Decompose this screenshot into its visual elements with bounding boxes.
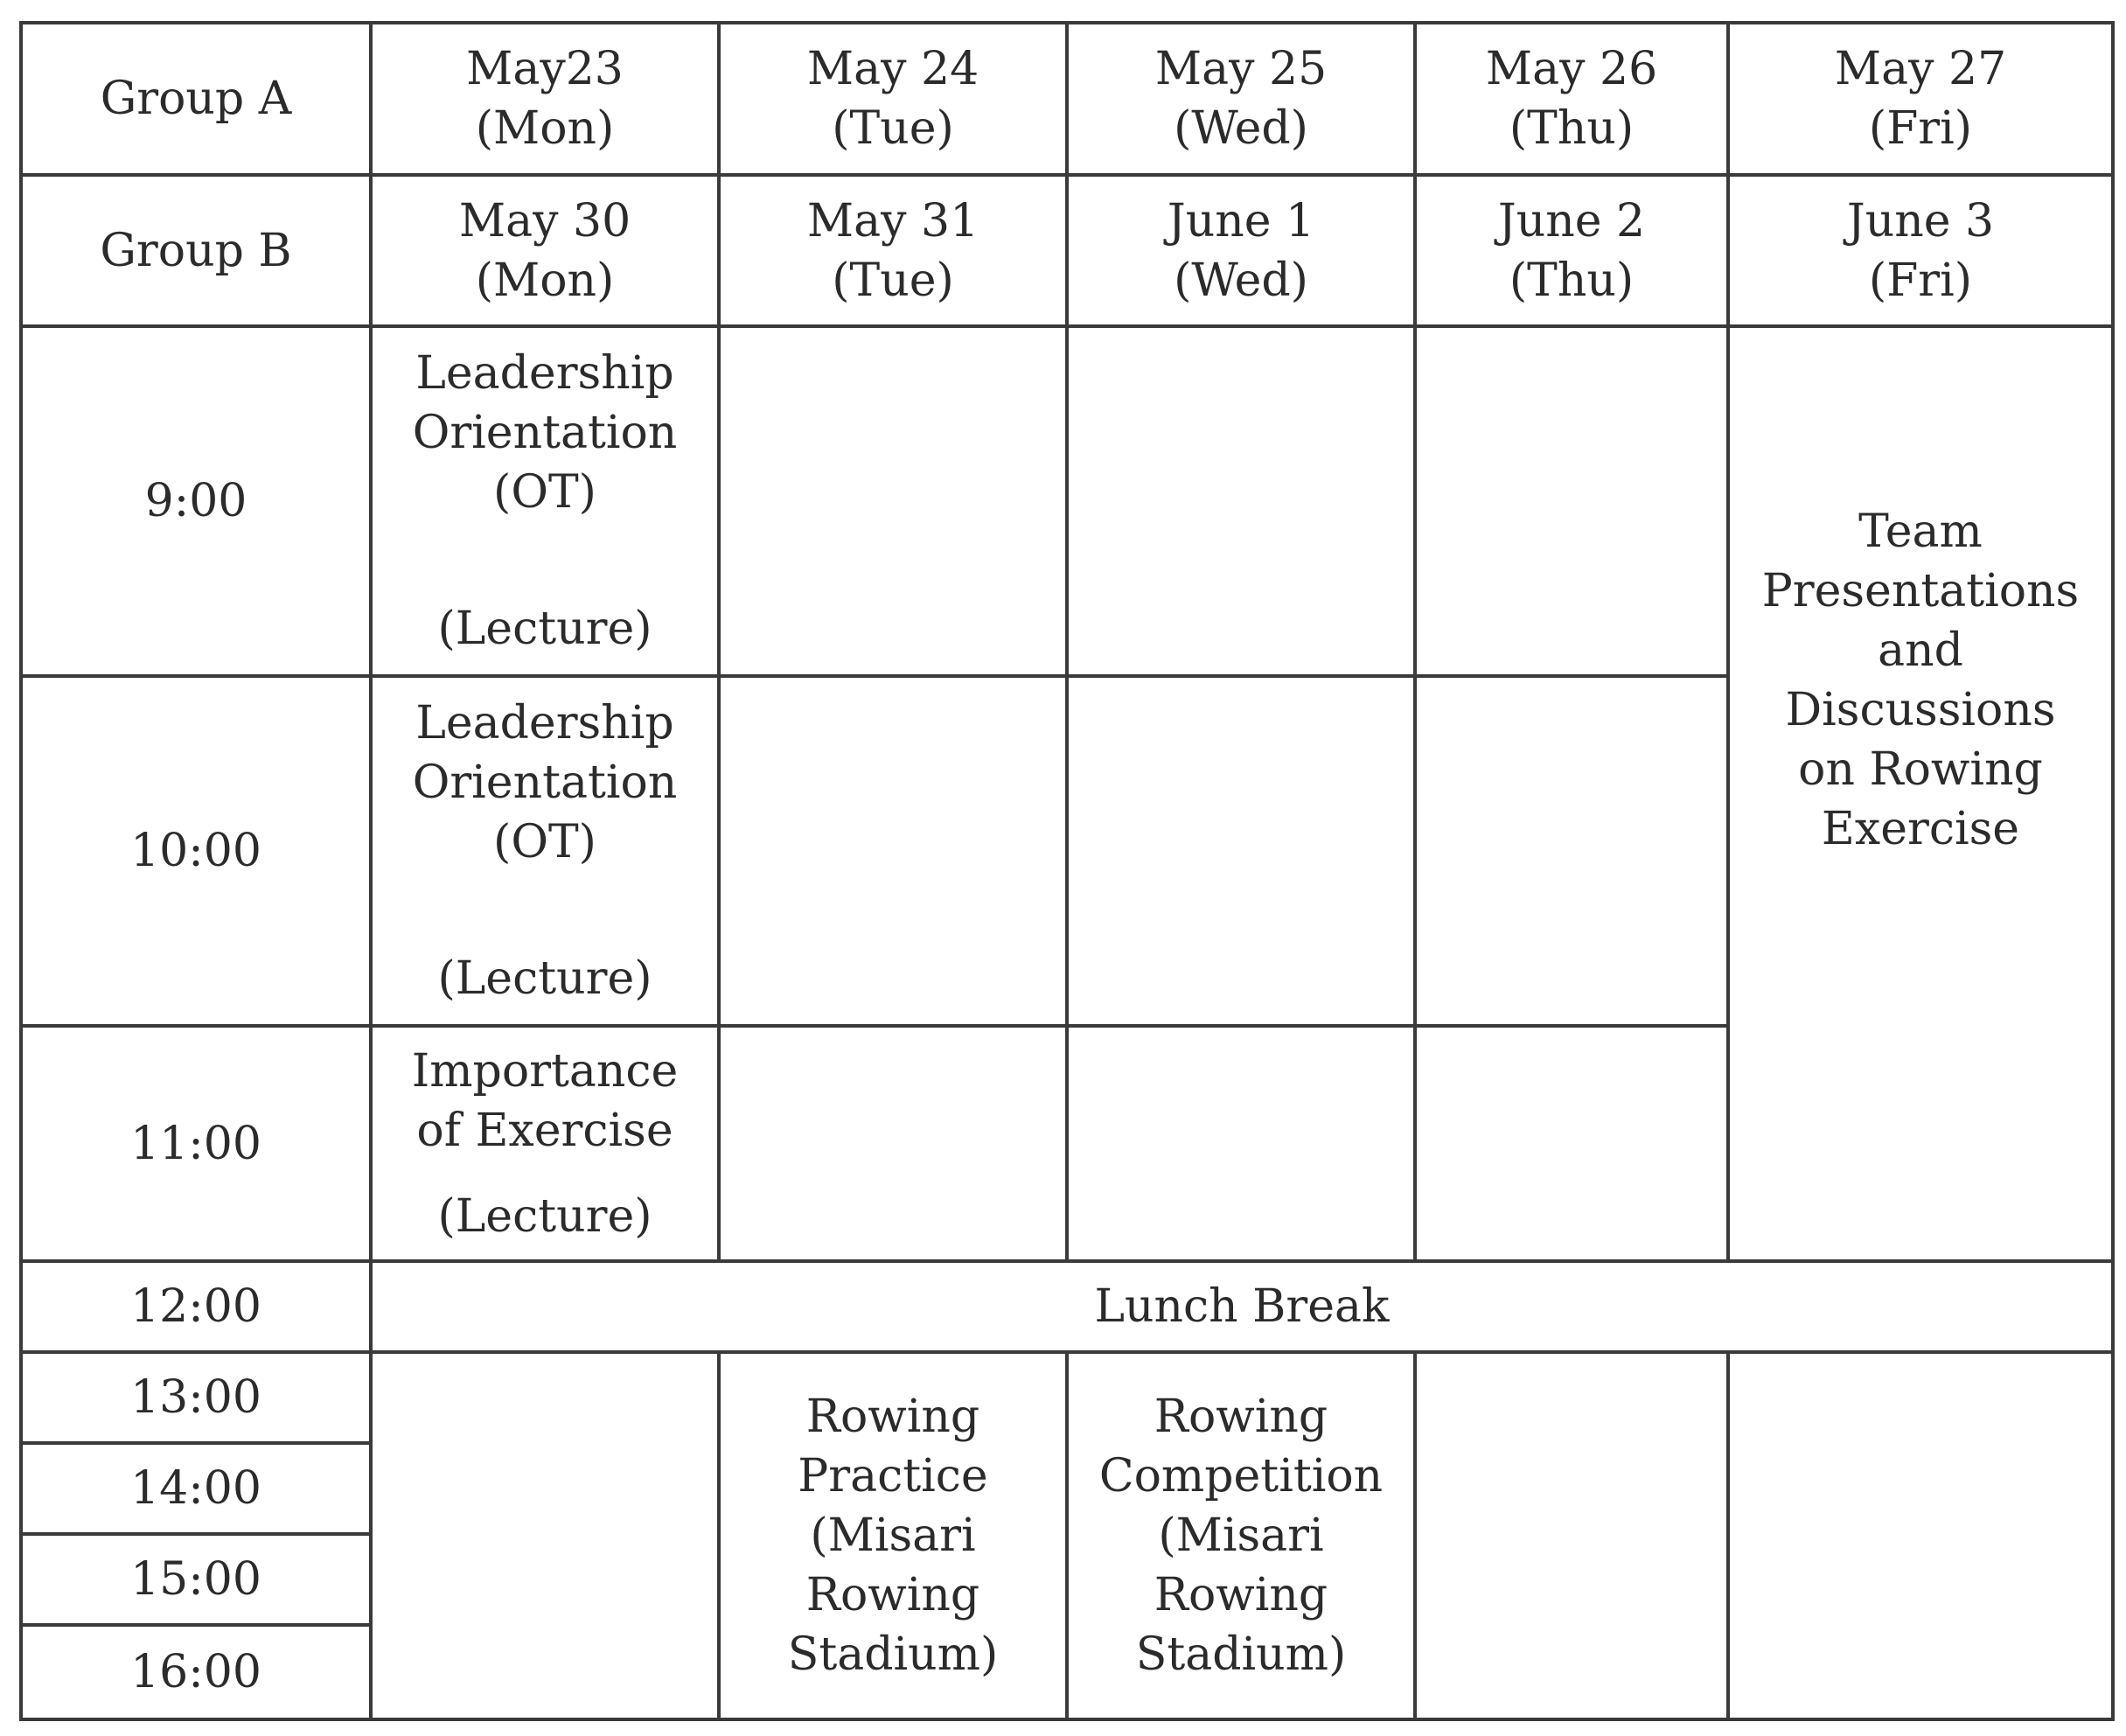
session-type: (Lecture) <box>437 1189 652 1243</box>
day-weekday: (Thu) <box>1509 102 1635 155</box>
time-1000: 10:00 <box>21 676 371 1026</box>
session-line: Rowing <box>805 1569 980 1621</box>
empty-cell <box>1415 326 1728 676</box>
row-0900 <box>21 326 2113 676</box>
day-weekday: (Fri) <box>1868 254 1973 307</box>
day-weekday: (Thu) <box>1509 254 1635 307</box>
day-weekday: (Tue) <box>832 254 954 307</box>
group-b-row <box>21 175 2113 326</box>
session-team-presentations <box>1728 326 2113 1261</box>
empty-cell <box>1728 1352 2113 1719</box>
session-line: Rowing <box>1154 1569 1328 1621</box>
group-b-day-fri <box>1728 175 2113 326</box>
session-line: (Misari <box>810 1509 976 1562</box>
day-date: June 2 <box>1497 194 1646 248</box>
session-line: (OT) <box>493 466 596 519</box>
session-line: (OT) <box>493 816 596 868</box>
session-line: Rowing <box>1154 1391 1328 1443</box>
session-line: Stadium) <box>1135 1628 1347 1681</box>
empty-cell <box>1415 676 1728 1026</box>
row-1200 <box>21 1261 2113 1352</box>
session-line: Stadium) <box>787 1628 999 1681</box>
session-importance-of-exercise <box>371 1026 719 1261</box>
group-a-label: Group A <box>21 23 371 175</box>
day-date: May 27 <box>1834 43 2007 95</box>
time-1500: 15:00 <box>21 1534 371 1625</box>
empty-cell <box>1415 1352 1728 1719</box>
session-line: Presentations <box>1761 564 2080 617</box>
group-a-day-thu <box>1415 23 1728 175</box>
empty-cell <box>1067 1026 1415 1261</box>
group-b-day-tue <box>719 175 1067 326</box>
group-b-day-mon <box>371 175 719 326</box>
session-line: Orientation <box>412 407 678 459</box>
day-date: June 1 <box>1167 194 1315 248</box>
session-line: Leadership <box>415 697 674 749</box>
day-date: May 31 <box>806 194 979 248</box>
session-leadership-orientation-1 <box>371 326 719 676</box>
day-date: May 30 <box>458 194 631 248</box>
session-line: Team <box>1858 505 1983 558</box>
day-date: May 24 <box>806 43 979 95</box>
session-line: Competition <box>1098 1450 1384 1502</box>
day-date: May 26 <box>1485 43 1658 95</box>
empty-cell <box>1067 326 1415 676</box>
group-a-day-wed <box>1067 23 1415 175</box>
time-1300: 13:00 <box>21 1352 371 1443</box>
day-weekday: (Wed) <box>1174 102 1308 155</box>
day-weekday: (Fri) <box>1868 102 1973 155</box>
empty-cell <box>719 1026 1067 1261</box>
empty-cell <box>371 1352 719 1719</box>
group-a-day-tue <box>719 23 1067 175</box>
day-weekday: (Mon) <box>475 102 615 155</box>
schedule-table <box>19 21 2115 1721</box>
day-date: May23 <box>466 43 624 95</box>
group-a-row <box>21 23 2113 175</box>
day-date: May 25 <box>1154 43 1328 95</box>
time-1400: 14:00 <box>21 1443 371 1534</box>
session-line: of Exercise <box>416 1104 673 1157</box>
session-line: Discussions <box>1785 683 2056 736</box>
group-b-day-wed <box>1067 175 1415 326</box>
session-line: Rowing <box>805 1391 980 1443</box>
group-b-label: Group B <box>21 175 371 326</box>
session-line: and <box>1878 624 1963 677</box>
group-a-day-mon <box>371 23 719 175</box>
session-leadership-orientation-2 <box>371 676 719 1026</box>
session-line: (Misari <box>1158 1509 1324 1562</box>
session-line: Practice <box>798 1450 988 1502</box>
session-line: Importance <box>411 1044 679 1098</box>
day-weekday: (Mon) <box>475 254 615 307</box>
time-1100: 11:00 <box>21 1026 371 1261</box>
day-weekday: (Wed) <box>1174 254 1308 307</box>
session-line: Exercise <box>1821 802 2020 855</box>
lunch-break: Lunch Break <box>371 1261 2113 1352</box>
session-type: (Lecture) <box>437 952 652 1005</box>
time-1200: 12:00 <box>21 1261 371 1352</box>
session-line: Leadership <box>415 347 674 400</box>
session-line: on Rowing <box>1798 743 2043 796</box>
session-rowing-competition <box>1067 1352 1415 1719</box>
empty-cell <box>1415 1026 1728 1261</box>
empty-cell <box>1067 676 1415 1026</box>
empty-cell <box>719 326 1067 676</box>
empty-cell <box>719 676 1067 1026</box>
day-date: June 3 <box>1846 194 1995 248</box>
time-1600: 16:00 <box>21 1625 371 1719</box>
row-1300 <box>21 1352 2113 1443</box>
session-line: Orientation <box>412 756 678 809</box>
session-rowing-practice <box>719 1352 1067 1719</box>
group-a-day-fri <box>1728 23 2113 175</box>
group-b-day-thu <box>1415 175 1728 326</box>
time-0900: 9:00 <box>21 326 371 676</box>
session-type: (Lecture) <box>437 603 652 655</box>
day-weekday: (Tue) <box>832 102 954 155</box>
